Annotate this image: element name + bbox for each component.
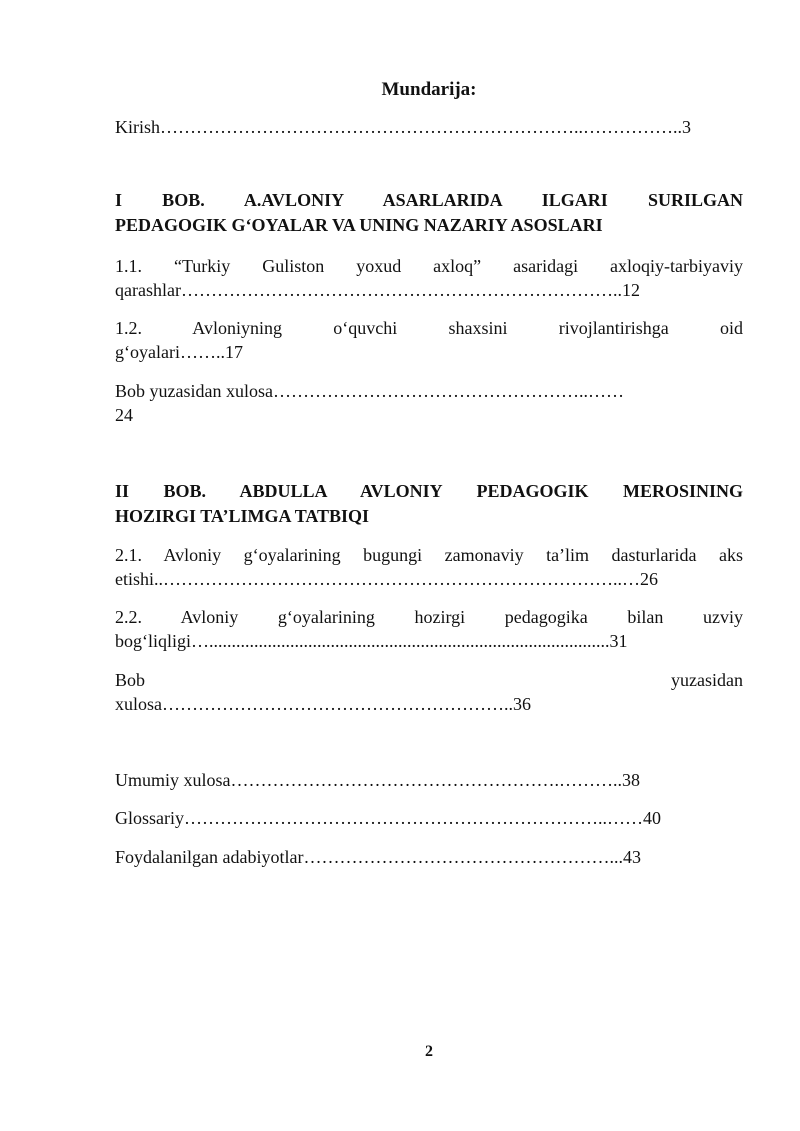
toc-entry-conclusion-text: Umumiy xulosa……………………………………………….………..38 [115, 770, 640, 790]
toc-entry-2-2-line-1: 2.2. Avloniy g‘oyalarining hozirgi pedagogika bilan uzviy [115, 607, 743, 627]
toc-entry-intro-text: Kirish……………………………………………………………..……………..3 [115, 117, 691, 137]
chapter-1-heading [115, 188, 743, 238]
toc-entry-chapter-1-summary-line-1: Bob yuzasidan xulosa……………………………………………..…… [115, 381, 624, 401]
chapter-2-heading [115, 479, 743, 529]
toc-entry-2-1-line-1: 2.1. Avloniy g‘oyalarining bugungi zamonaviy ta’lim dasturlarida aks [115, 545, 743, 565]
toc-entry-chapter-1-summary-line-2: 24 [115, 405, 133, 425]
toc-entry-1-2-line-2: g‘oyalari……..17 [115, 342, 243, 362]
toc-entry-2-1 [115, 543, 743, 591]
toc-entry-1-2-line-1: 1.2. Avloniyning o‘quvchi shaxsini rivojlantirishga oid [115, 318, 743, 338]
toc-entry-glossary [115, 806, 743, 830]
toc-entry-1-1-line-1: 1.1. “Turkiy Guliston yoxud axloq” asaridagi axloqiy-tarbiyaviy [115, 256, 743, 276]
chapter-2-heading-line-2: HOZIRGI TA’LIMGA TATBIQI [115, 506, 370, 526]
chapter-1-heading-line-2: PEDAGOGIK G‘OYALAR VA UNING NAZARIY ASOSLARI [115, 215, 603, 235]
toc-entry-chapter-2-summary-line-2: xulosa…………………………………………………..36 [115, 694, 531, 714]
toc-entry-1-1-line-2: qarashlar………………………………………………………………..12 [115, 280, 640, 300]
document-page [115, 0, 743, 1131]
toc-entry-chapter-2-summary-line-1: Bob yuzasidan [115, 670, 743, 690]
toc-entry-2-2 [115, 605, 743, 653]
toc-entry-conclusion [115, 768, 743, 792]
toc-entry-references-text: Foydalanilgan adabiyotlar……………………………………………...43 [115, 847, 641, 867]
toc-entry-1-1 [115, 254, 743, 302]
chapter-1-heading-line-1: I BOB. A.AVLONIY ASARLARIDA ILGARI SURILGAN [115, 190, 743, 210]
toc-title: Mundarija: [381, 79, 477, 100]
toc-entry-1-2 [115, 316, 743, 364]
page-number: 2 [425, 1043, 433, 1060]
toc-entry-2-1-line-2: etishi..…………………………………………………………………..…26 [115, 569, 658, 589]
toc-entry-2-2-line-2: bog‘liqligi….........................................................................................31 [115, 631, 628, 651]
toc-entry-references [115, 845, 743, 869]
chapter-2-heading-line-1: II BOB. ABDULLA AVLONIY PEDAGOGIK MEROSINING [115, 481, 743, 501]
toc-entry-glossary-text: Glossariy……………………………………………………………..……40 [115, 808, 661, 828]
toc-entry-chapter-2-summary [115, 668, 743, 716]
toc-entry-intro [115, 115, 743, 139]
toc-entry-chapter-1-summary [115, 379, 743, 427]
